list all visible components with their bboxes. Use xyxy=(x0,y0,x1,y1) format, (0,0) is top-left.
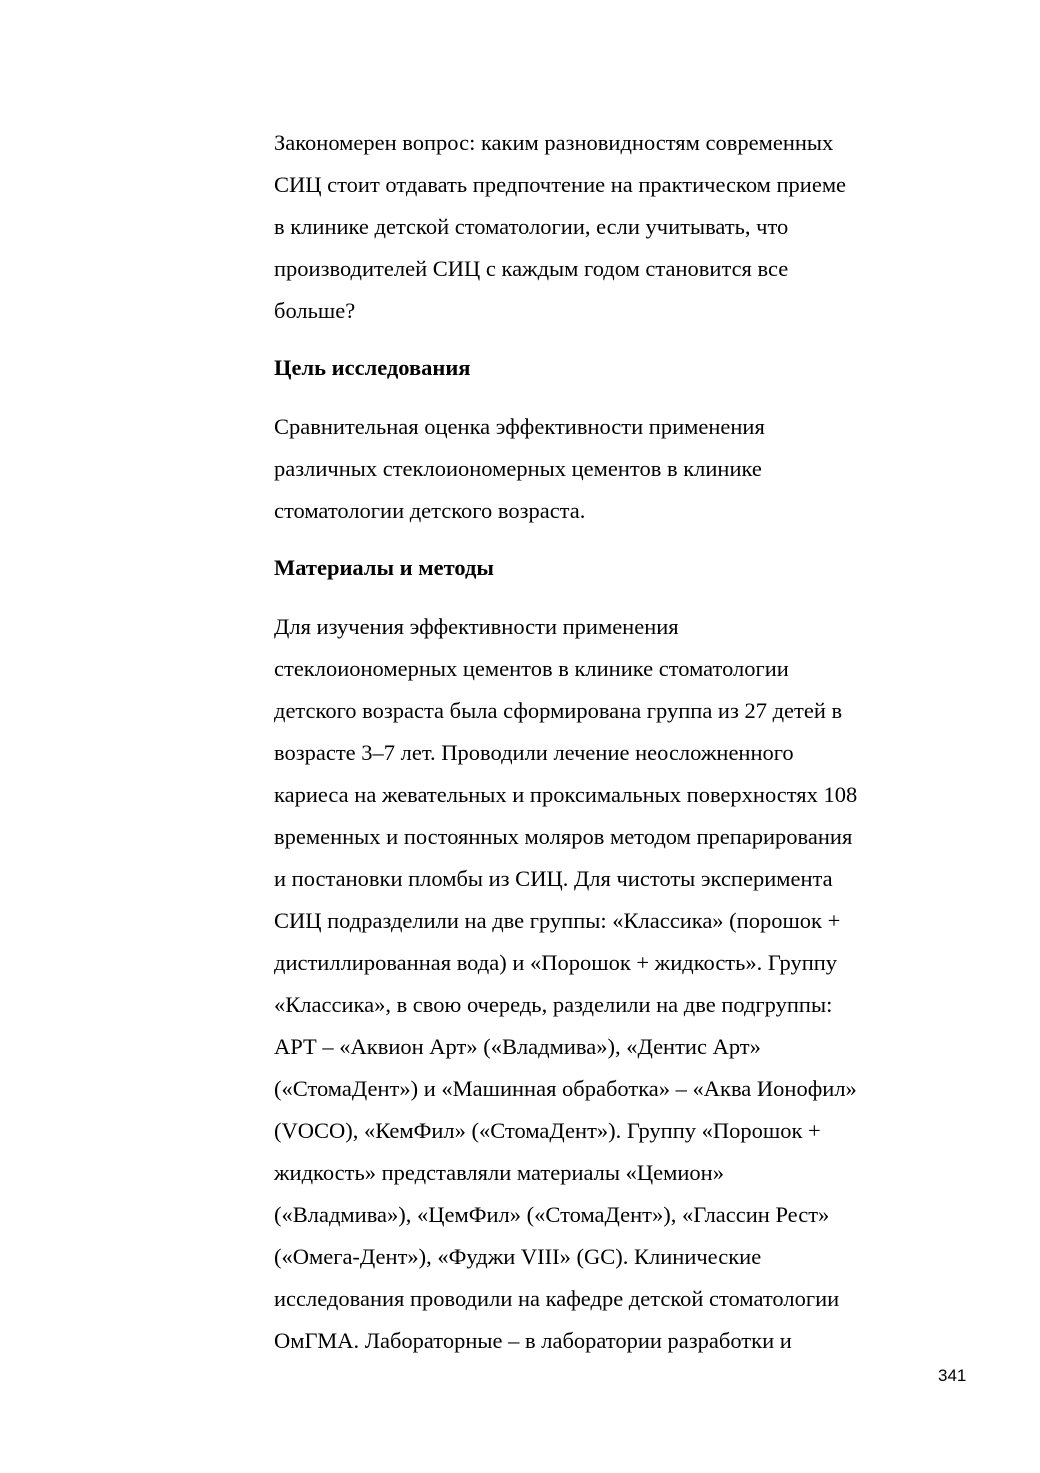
text-line: ОмГМА. Лабораторные – в лаборатории разработки и xyxy=(274,1328,792,1353)
text-line: исследования проводили на кафедре детской стоматологии xyxy=(274,1286,840,1311)
section-heading-aim: Цель исследования xyxy=(274,355,471,380)
text-line: стоматологии детского возраста. xyxy=(274,498,586,523)
text-line: кариеса на жевательных и проксимальных поверхностях 108 xyxy=(274,782,858,807)
text-line: производителей СИЦ с каждым годом становится все xyxy=(274,256,789,281)
text-line: в клинике детской стоматологии, если учитывать, что xyxy=(274,214,789,239)
text-line: Закономерен вопрос: каким разновидностям современных xyxy=(274,130,834,155)
text-line: СИЦ стоит отдавать предпочтение на практическом приеме xyxy=(274,172,847,197)
text-line: Для изучения эффективности применения xyxy=(274,614,679,639)
page-number: 341 xyxy=(938,1366,967,1385)
text-line: жидкость» представляли материалы «Цемион» xyxy=(274,1160,724,1185)
text-column xyxy=(274,122,934,1362)
text-line: возрасте 3–7 лет. Проводили лечение неосложненного xyxy=(274,740,794,765)
intro-paragraph xyxy=(274,122,934,332)
text-line: и постановки пломбы из СИЦ. Для чистоты эксперимента xyxy=(274,866,833,891)
text-line: СИЦ подразделили на две группы: «Классика» (порошок + xyxy=(274,908,841,933)
text-line: временных и постоянных моляров методом препарирования xyxy=(274,824,853,849)
methods-paragraph xyxy=(274,606,934,1362)
text-line: больше? xyxy=(274,298,356,323)
aim-paragraph xyxy=(274,406,934,532)
text-line: «Классика», в свою очередь, разделили на две подгруппы: xyxy=(274,992,833,1017)
text-line: («Владмива»), «ЦемФил» («СтомаДент»), «Глассин Рест» xyxy=(274,1202,830,1227)
text-line: (VOCO), «КемФил» («СтомаДент»). Группу «Порошок + xyxy=(274,1118,821,1143)
text-line: детского возраста была сформирована группа из 27 детей в xyxy=(274,698,843,723)
section-heading-methods: Материалы и методы xyxy=(274,555,494,580)
text-line: («СтомаДент») и «Машинная обработка» – «Аква Ионофил» xyxy=(274,1076,857,1101)
text-line: («Омега-Дент»), «Фуджи VIII» (GC). Клинические xyxy=(274,1244,762,1269)
text-line: различных стеклоиономерных цементов в клинике xyxy=(274,456,762,481)
text-line: АРТ – «Аквион Арт» («Владмива»), «Дентис Арт» xyxy=(274,1034,761,1059)
text-line: стеклоиономерных цементов в клинике стоматологии xyxy=(274,656,789,681)
text-line: дистиллированная вода) и «Порошок + жидкость». Группу xyxy=(274,950,838,975)
text-line: Сравнительная оценка эффективности применения xyxy=(274,414,765,439)
